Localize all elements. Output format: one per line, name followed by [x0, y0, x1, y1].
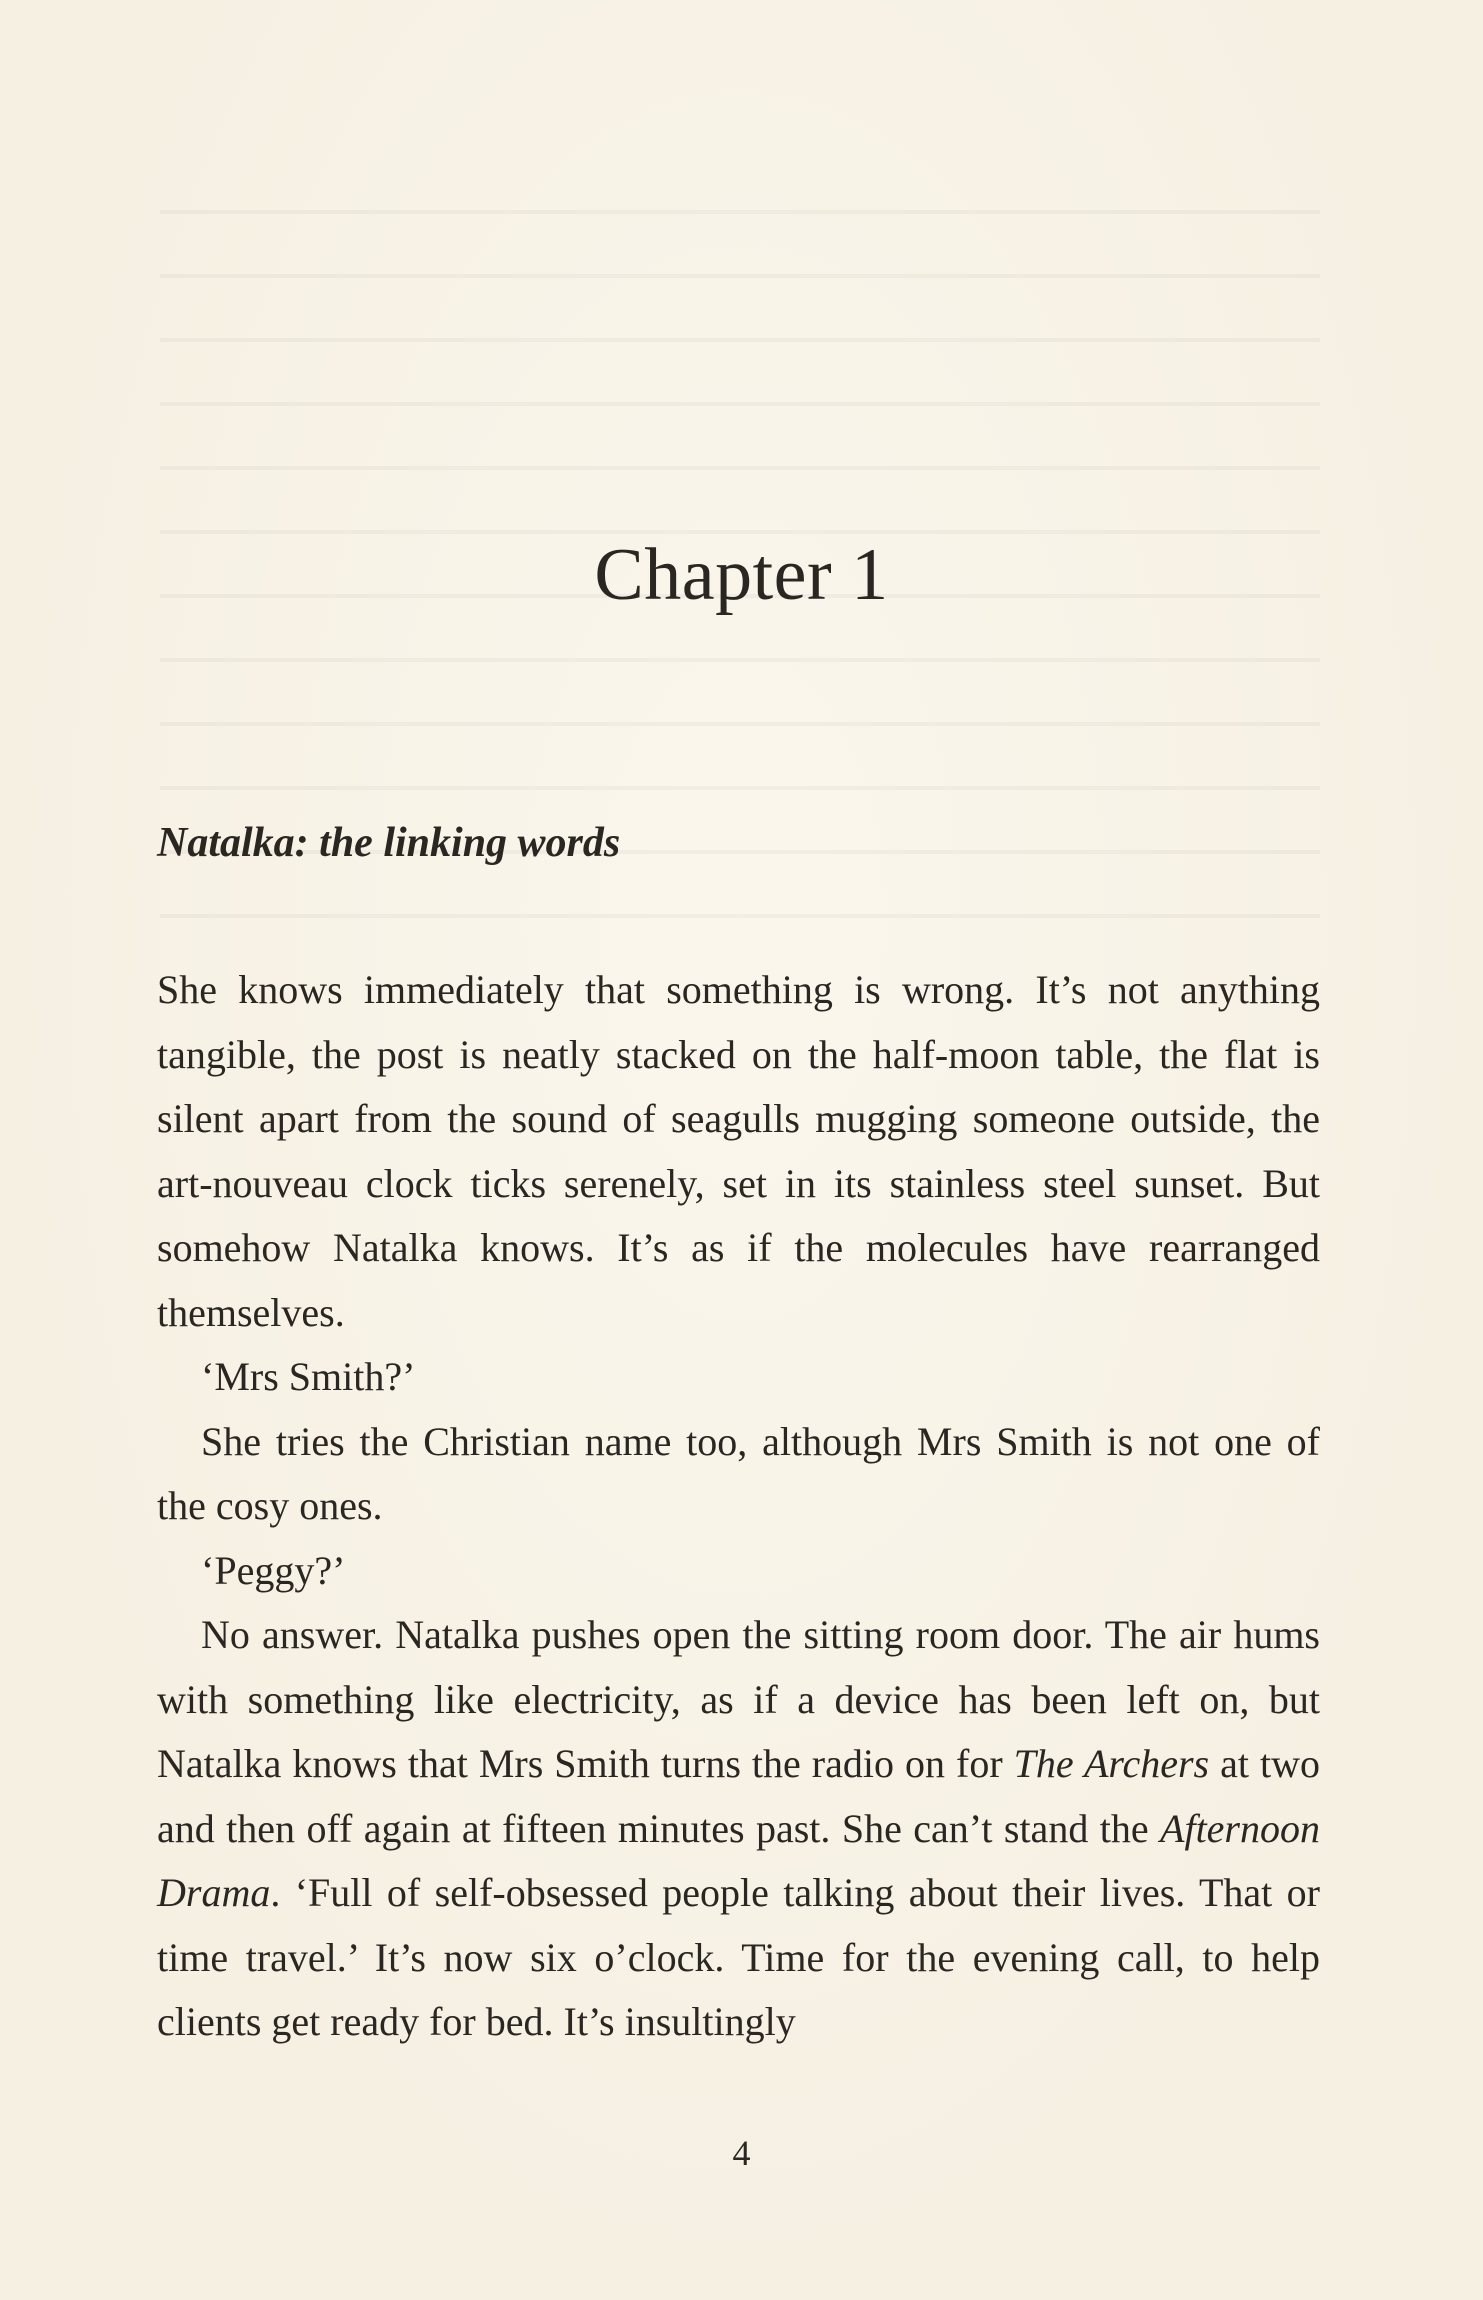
body-text — [157, 958, 1320, 2055]
chapter-title: Chapter 1 — [594, 534, 889, 616]
paragraph-text: No answer. Natalka pushes open the sitting room door. The air hums with something like electricity, as if a device has been left on, but Natalka knows that Mrs Smith turns the radio on for — [157, 1612, 1320, 1786]
paragraph: She tries the Christian name too, although Mrs Smith is not one of the cosy ones. — [157, 1418, 1320, 1528]
italic-title: The Archers — [1013, 1741, 1210, 1786]
paragraph-text: at two and then off again at fifteen minutes past. She can’t stand the — [157, 1741, 1320, 1851]
paragraph — [157, 1603, 1320, 2055]
italic-title: Afternoon Drama — [157, 1805, 1320, 1915]
page-number: 4 — [732, 2133, 751, 2173]
section-subtitle: Natalka: the linking words — [157, 820, 621, 866]
paragraph: ‘Mrs Smith?’ — [201, 1354, 416, 1399]
paragraph-text: . ‘Full of self-obsessed people talking about their lives. That or time travel.’ It’s now six o’clock. Time for the evening call, to help clients get ready for bed. It’s insultingly — [157, 1870, 1320, 2044]
paragraph: ‘Peggy?’ — [201, 1547, 346, 1593]
paragraph: She knows immediately that something is wrong. It’s not anything tangible, the post is neatly stacked on the half-moon table, the flat is silent apart from the sound of seagulls mugging someone outside, the art-nouveau clock ticks serenely, set in its stainless steel sunset. But somehow Natalka knows. It’s as if the molecules have rearranged themselves. — [157, 967, 1320, 1335]
